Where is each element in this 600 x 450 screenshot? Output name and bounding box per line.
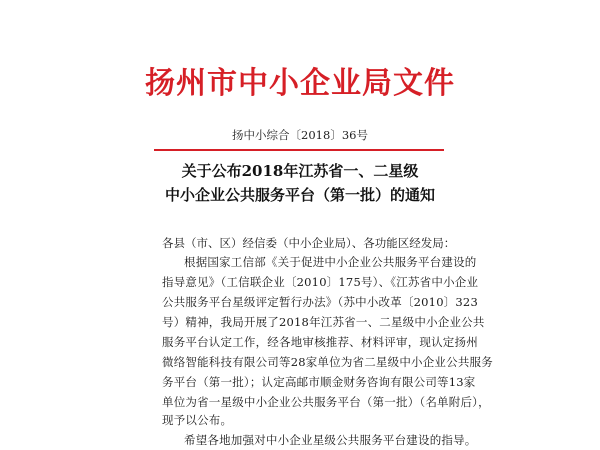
addressee-line: 各县（市、区）经信委（中小企业局）、各功能区经发局： xyxy=(162,236,456,250)
body-paragraph-line: 根据国家工信部《关于促进中小企业公共服务平台建设的 xyxy=(184,255,477,269)
document-number: 扬中小综合〔2018〕36号 xyxy=(232,128,368,142)
body-paragraph-line: 微络智能科技有限公司等28家单位为省二星级中小企业公共服务 xyxy=(162,355,493,369)
body-paragraph-line: 务平台（第一批）；认定高邮市顺金财务咨询有限公司等13家 xyxy=(162,375,476,389)
notice-title-line-1: 关于公布2018年江苏省一、二星级 xyxy=(181,162,419,180)
body-paragraph-line: 现予以公布。 xyxy=(162,413,233,427)
body-paragraph-line: 号）精神，我局开展了2018年江苏省一、二星级中小企业公共 xyxy=(162,315,485,329)
issuing-office-header: 扬州市中小企业局文件 xyxy=(145,66,455,101)
body-paragraph-line: 指导意见》（工信联企业〔2010〕175号）、《江苏省中小企业 xyxy=(162,275,479,289)
body-paragraph-line: 希望各地加强对中小企业星级公共服务平台建设的指导。 xyxy=(184,433,477,447)
red-divider-line xyxy=(154,149,444,151)
notice-title-line-2: 中小企业公共服务平台（第一批）的通知 xyxy=(164,186,435,204)
body-paragraph-line: 公共服务平台星级评定暂行办法》（苏中小改革〔2010〕323 xyxy=(162,295,478,309)
body-paragraph-line: 服务平台认定工作，经各地审核推荐、材料评审，现认定扬州 xyxy=(162,335,478,349)
body-paragraph-line: 单位为省一星级中小企业公共服务平台（第一批）（名单附后）， xyxy=(162,395,490,409)
